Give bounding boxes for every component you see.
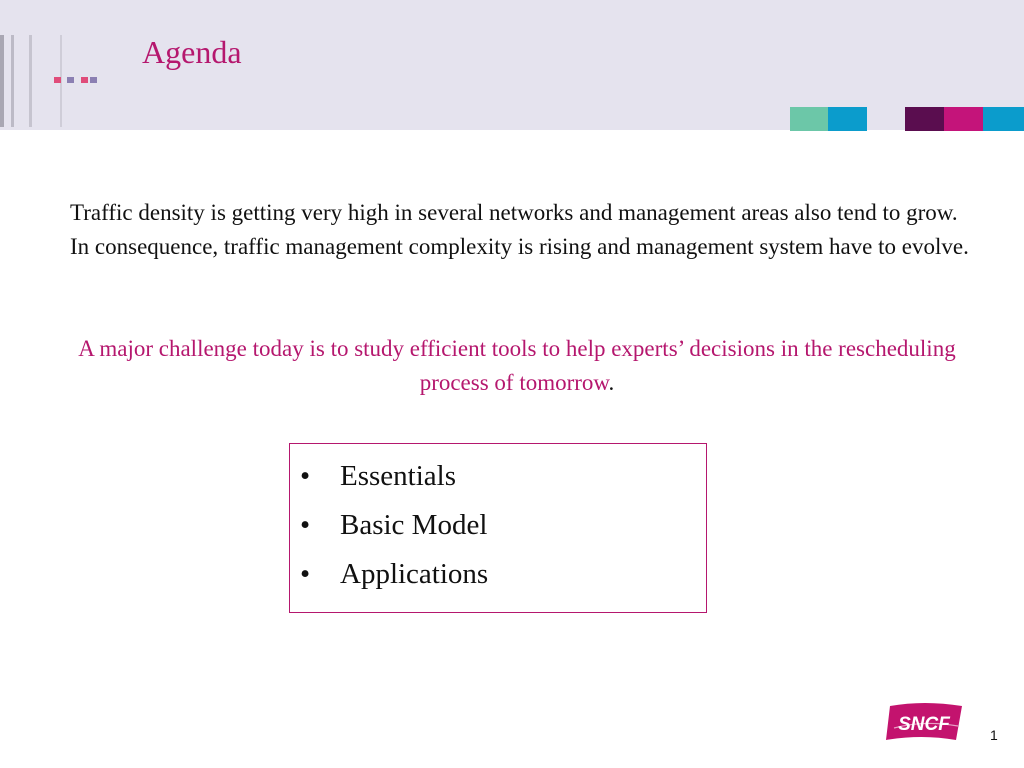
intro-paragraph: Traffic density is getting very high in several networks and management areas also tend to grow. In consequence, traffic management complexity is rising and management system have to evolve. (70, 200, 969, 259)
color-strip (983, 107, 1024, 131)
color-strip (790, 107, 828, 131)
bullet: • (300, 558, 311, 590)
agenda-item-label: Essentials (340, 460, 456, 492)
agenda-box (289, 443, 707, 613)
color-strip (944, 107, 983, 131)
challenge-text: A major challenge today is to study efficient tools to help experts’ decisions in the rescheduling process of tomorrow (78, 336, 956, 395)
decor-dot (54, 77, 61, 83)
challenge-paragraph (70, 332, 964, 400)
slide-title: Agenda (142, 34, 242, 70)
decor-bar (29, 35, 32, 127)
bullet: • (300, 460, 311, 492)
logo-text: SNCF (898, 714, 950, 735)
agenda-item-label: Basic Model (340, 509, 488, 541)
agenda-item (300, 452, 488, 501)
color-strip (905, 107, 944, 131)
sncf-logo-icon (884, 700, 964, 742)
agenda-item-label: Applications (340, 558, 489, 590)
color-strip (828, 107, 867, 131)
agenda-item (300, 501, 488, 550)
decor-dot (67, 77, 74, 83)
decor-dot (81, 77, 88, 83)
decor-dot (90, 77, 97, 83)
page-number: 1 (990, 727, 998, 743)
decor-bar (11, 35, 14, 127)
challenge-period: . (608, 370, 615, 395)
bullet: • (300, 509, 311, 541)
agenda-item (300, 550, 488, 599)
agenda-list (300, 452, 488, 599)
decor-bar (0, 35, 4, 127)
